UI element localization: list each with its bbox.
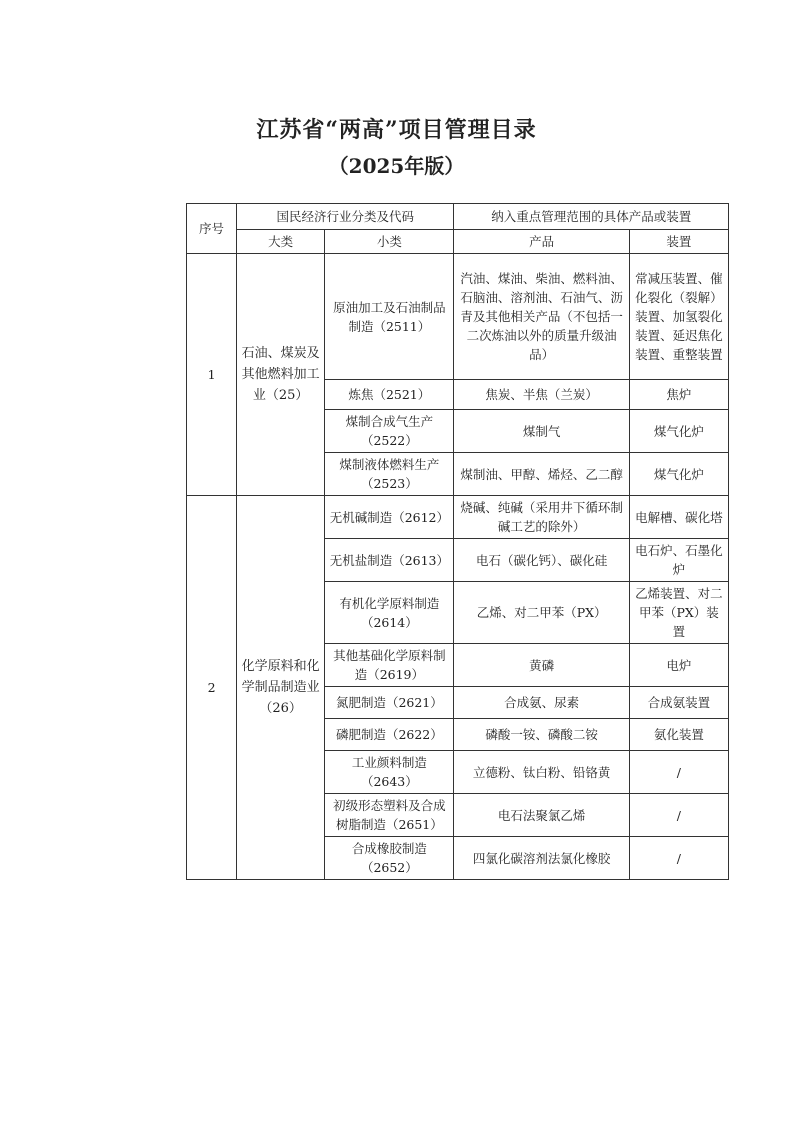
- subcategory-cell: 炼焦（2521）: [325, 380, 454, 410]
- seq-cell: 2: [187, 496, 237, 880]
- table-row: [187, 254, 729, 380]
- product-cell: 煤制油、甲醇、烯烃、乙二醇: [454, 453, 629, 496]
- product-cell: 乙烯、对二甲苯（PX）: [454, 582, 629, 644]
- document-title: 江苏省“两高”项目管理目录: [256, 117, 537, 143]
- category-cell: 化学原料和化学制品制造业（26）: [237, 496, 325, 880]
- product-cell: 电石（碳化钙）、碳化硅: [454, 539, 629, 582]
- seq-cell: 1: [187, 254, 237, 496]
- header-scope-group: 纳入重点管理范围的具体产品或装置: [454, 204, 729, 230]
- product-cell: 汽油、煤油、柴油、燃料油、石脑油、溶剂油、石油气、沥青及其他相关产品（不包括一二次炼油以外的质量升级油品）: [454, 254, 629, 380]
- device-cell: 合成氨装置: [629, 687, 728, 719]
- device-cell: 电炉: [629, 644, 728, 687]
- product-cell: 煤制气: [454, 410, 629, 453]
- subcategory-cell: 无机碱制造（2612）: [325, 496, 454, 539]
- subcategory-cell: 煤制合成气生产（2522）: [325, 410, 454, 453]
- device-cell: /: [629, 794, 728, 837]
- product-cell: 焦炭、半焦（兰炭）: [454, 380, 629, 410]
- device-cell: /: [629, 837, 728, 880]
- category-cell: 石油、煤炭及其他燃料加工业（25）: [237, 254, 325, 496]
- product-cell: 烧碱、纯碱（采用井下循环制碱工艺的除外）: [454, 496, 629, 539]
- product-cell: 合成氨、尿素: [454, 687, 629, 719]
- subcategory-cell: 有机化学原料制造（2614）: [325, 582, 454, 644]
- header-subcategory: 小类: [325, 230, 454, 254]
- product-cell: 四氯化碳溶剂法氯化橡胶: [454, 837, 629, 880]
- device-cell: 电解槽、碳化塔: [629, 496, 728, 539]
- header-seq: 序号: [187, 204, 237, 254]
- header-industry-group: 国民经济行业分类及代码: [237, 204, 454, 230]
- document-edition: （2025年版）: [328, 154, 465, 178]
- subcategory-cell: 氮肥制造（2621）: [325, 687, 454, 719]
- device-cell: /: [629, 751, 728, 794]
- subcategory-cell: 合成橡胶制造（2652）: [325, 837, 454, 880]
- subcategory-cell: 磷肥制造（2622）: [325, 719, 454, 751]
- table-row: [187, 496, 729, 539]
- device-cell: 常减压装置、催化裂化（裂解）装置、加氢裂化装置、延迟焦化装置、重整装置: [629, 254, 728, 380]
- header-category: 大类: [237, 230, 325, 254]
- device-cell: 乙烯装置、对二甲苯（PX）装置: [629, 582, 728, 644]
- subcategory-cell: 煤制液体燃料生产（2523）: [325, 453, 454, 496]
- subcategory-cell: 其他基础化学原料制造（2619）: [325, 644, 454, 687]
- subcategory-cell: 原油加工及石油制品制造（2511）: [325, 254, 454, 380]
- product-cell: 立德粉、钛白粉、铅铬黄: [454, 751, 629, 794]
- header-device: 装置: [629, 230, 728, 254]
- product-cell: 磷酸一铵、磷酸二铵: [454, 719, 629, 751]
- project-catalog-table: [186, 203, 729, 880]
- subcategory-cell: 初级形态塑料及合成树脂制造（2651）: [325, 794, 454, 837]
- subcategory-cell: 工业颜料制造（2643）: [325, 751, 454, 794]
- device-cell: 氨化装置: [629, 719, 728, 751]
- header-product: 产品: [454, 230, 629, 254]
- product-cell: 黄磷: [454, 644, 629, 687]
- product-cell: 电石法聚氯乙烯: [454, 794, 629, 837]
- device-cell: 电石炉、石墨化炉: [629, 539, 728, 582]
- subcategory-cell: 无机盐制造（2613）: [325, 539, 454, 582]
- device-cell: 焦炉: [629, 380, 728, 410]
- device-cell: 煤气化炉: [629, 453, 728, 496]
- device-cell: 煤气化炉: [629, 410, 728, 453]
